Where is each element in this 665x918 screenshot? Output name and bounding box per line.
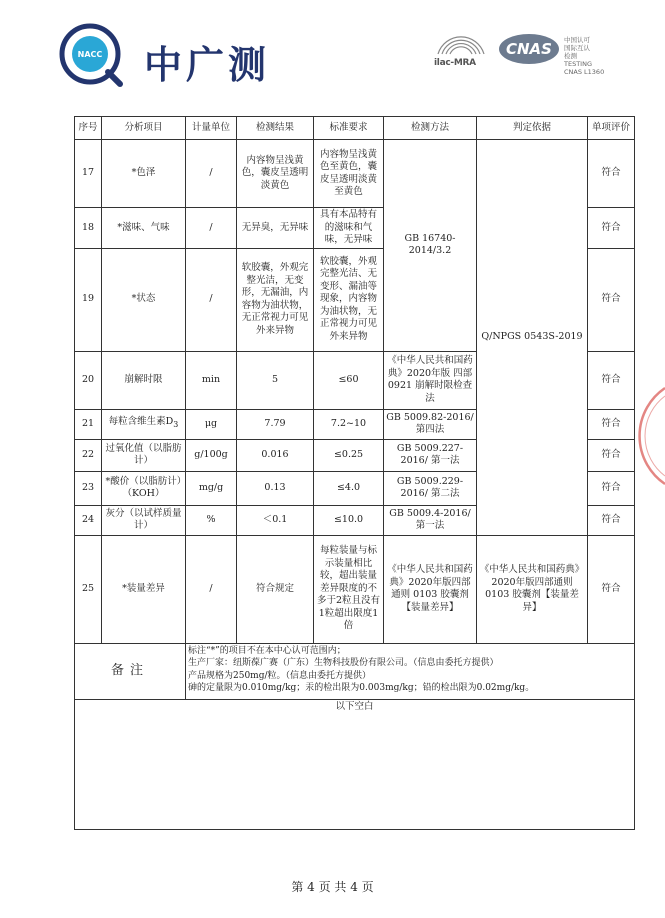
note-line: 产品规格为250mg/粒。（信息由委托方提供）: [188, 670, 372, 681]
note-line: 标注“*”的项目不在本中心认可范围内；: [188, 645, 346, 656]
company-logo: [58, 20, 358, 90]
blank-text: 以下空白: [75, 699, 635, 829]
row-requirement: 具有本品特有的滋味和气味，无异味: [314, 208, 384, 249]
row-basis: 《中华人民共和国药典》2020年版四部通则 0103 胶囊剂【装量差异】: [477, 535, 588, 643]
cnas-line: 国际互认: [564, 44, 590, 52]
row-unit: %: [186, 505, 237, 535]
row-result: 符合规定: [237, 535, 314, 643]
page-footer: 第 4 页 共 4 页: [291, 880, 374, 894]
row-unit: /: [186, 248, 237, 351]
note-content: [186, 643, 635, 699]
row-item: *色泽: [102, 140, 186, 208]
table-header-row: [75, 117, 635, 140]
row-unit: μg: [186, 409, 237, 439]
row-no: 23: [75, 471, 102, 505]
row-unit: /: [186, 140, 237, 208]
row-requirement: 内容物呈浅黄色至黄色，囊皮呈透明淡黄至黄色: [314, 140, 384, 208]
table-row: [75, 535, 635, 643]
test-results-table: [74, 116, 635, 830]
blank-row: [75, 699, 635, 829]
row-requirement: ≤0.25: [314, 439, 384, 471]
row-item: *酸价（以脂肪计）（KOH）: [102, 471, 186, 505]
row-verdict: 符合: [588, 248, 635, 351]
cnas-line: CNAS L1360: [564, 68, 605, 76]
row-unit: /: [186, 208, 237, 249]
row-result: 5: [237, 351, 314, 409]
row-no: 19: [75, 248, 102, 351]
row-result: 无异臭，无异味: [237, 208, 314, 249]
row-verdict: 符合: [588, 535, 635, 643]
row-item-subscript: 3: [173, 420, 179, 430]
row-verdict: 符合: [588, 505, 635, 535]
row-result: 内容物呈浅黄色，囊皮呈透明淡黄色: [237, 140, 314, 208]
cnas-line: 检测: [564, 52, 577, 60]
notes-row: [75, 643, 635, 699]
cnas-logo-icon: [498, 32, 560, 66]
header-no: 序号: [75, 117, 102, 140]
nacc-logo-icon: [58, 22, 124, 88]
row-verdict: 符合: [588, 409, 635, 439]
cnas-text: CNAS: [506, 40, 552, 58]
row-requirement: ≤10.0: [314, 505, 384, 535]
row-method: GB 5009.82-2016/ 第四法: [384, 409, 477, 439]
header-unit: 计量单位: [186, 117, 237, 140]
row-unit: g/100g: [186, 439, 237, 471]
header-verdict: 单项评价: [588, 117, 635, 140]
row-result: 0.016: [237, 439, 314, 471]
row-item: [102, 409, 186, 439]
row-item: *装量差异: [102, 535, 186, 643]
cnas-info: [564, 36, 604, 76]
row-unit: /: [186, 535, 237, 643]
row-result: 0.13: [237, 471, 314, 505]
header-requirement: 标准要求: [314, 117, 384, 140]
row-method: GB 5009.229-2016/ 第二法: [384, 471, 477, 505]
header-method: 检测方法: [384, 117, 477, 140]
row-requirement: 软胶囊，外观完整光洁、无变形、漏油等现象，内容物为油状物，无正常视力可见外来异物: [314, 248, 384, 351]
row-item: 崩解时限: [102, 351, 186, 409]
cnas-line: 中国认可: [564, 36, 590, 44]
row-item: *滋味、气味: [102, 208, 186, 249]
table-row: [75, 140, 635, 208]
row-verdict: 符合: [588, 208, 635, 249]
merged-basis-17-24: Q/NPGS 0543S-2019: [477, 140, 588, 536]
nacc-mark-text: NACC: [77, 50, 103, 59]
row-no: 24: [75, 505, 102, 535]
row-no: 25: [75, 535, 102, 643]
row-method: 《中华人民共和国药典》2020年版四部通则 0103 胶囊剂【装量差异】: [384, 535, 477, 643]
note-line: 砷的定量限为0.010mg/kg；汞的检出限为0.003mg/kg；铅的检出限为0.02mg/kg。: [188, 683, 535, 693]
certification-marks: [432, 28, 642, 76]
official-seal-icon: [596, 380, 665, 490]
row-requirement: 每粒装量与标示装量相比较，超出装量差异限度的不多于2粒且没有1粒超出限度1倍: [314, 535, 384, 643]
ilac-mra-text: ilac-MRA: [434, 58, 476, 68]
row-no: 21: [75, 409, 102, 439]
row-item: 过氧化值（以脂肪计）: [102, 439, 186, 471]
row-method: GB 5009.4-2016/ 第一法: [384, 505, 477, 535]
cnas-line: TESTING: [564, 60, 592, 68]
header-basis: 判定依据: [477, 117, 588, 140]
row-requirement: ≤4.0: [314, 471, 384, 505]
row-requirement: 7.2~10: [314, 409, 384, 439]
row-result: ＜0.1: [237, 505, 314, 535]
row-no: 20: [75, 351, 102, 409]
note-label: 备注: [75, 643, 186, 699]
row-method: 《中华人民共和国药典》2020年版 四部 0921 崩解时限检查法: [384, 351, 477, 409]
note-line: 生产厂家：纽斯葆广赛（广东）生物科技股份有限公司。（信息由委托方提供）: [188, 658, 499, 668]
row-item-text: 每粒含维生素D: [108, 416, 174, 428]
brand-name: 中广测: [144, 43, 271, 87]
row-no: 18: [75, 208, 102, 249]
row-verdict: 符合: [588, 140, 635, 208]
row-verdict: 符合: [588, 351, 635, 409]
row-no: 17: [75, 140, 102, 208]
row-verdict: 符合: [588, 439, 635, 471]
row-unit: mg/g: [186, 471, 237, 505]
row-result: 软胶囊，外观完整光洁，无变形，无漏油，内容物为油状物，无正常视力可见外来异物: [237, 248, 314, 351]
row-item: 灰分（以试样质量计）: [102, 505, 186, 535]
header-result: 检测结果: [237, 117, 314, 140]
header-item: 分析项目: [102, 117, 186, 140]
row-no: 22: [75, 439, 102, 471]
row-requirement: ≤60: [314, 351, 384, 409]
row-method: GB 5009.227-2016/ 第一法: [384, 439, 477, 471]
row-verdict: 符合: [588, 471, 635, 505]
row-item: *状态: [102, 248, 186, 351]
row-unit: min: [186, 351, 237, 409]
row-result: 7.79: [237, 409, 314, 439]
merged-method-17-19: GB 16740-2014/3.2: [384, 140, 477, 352]
